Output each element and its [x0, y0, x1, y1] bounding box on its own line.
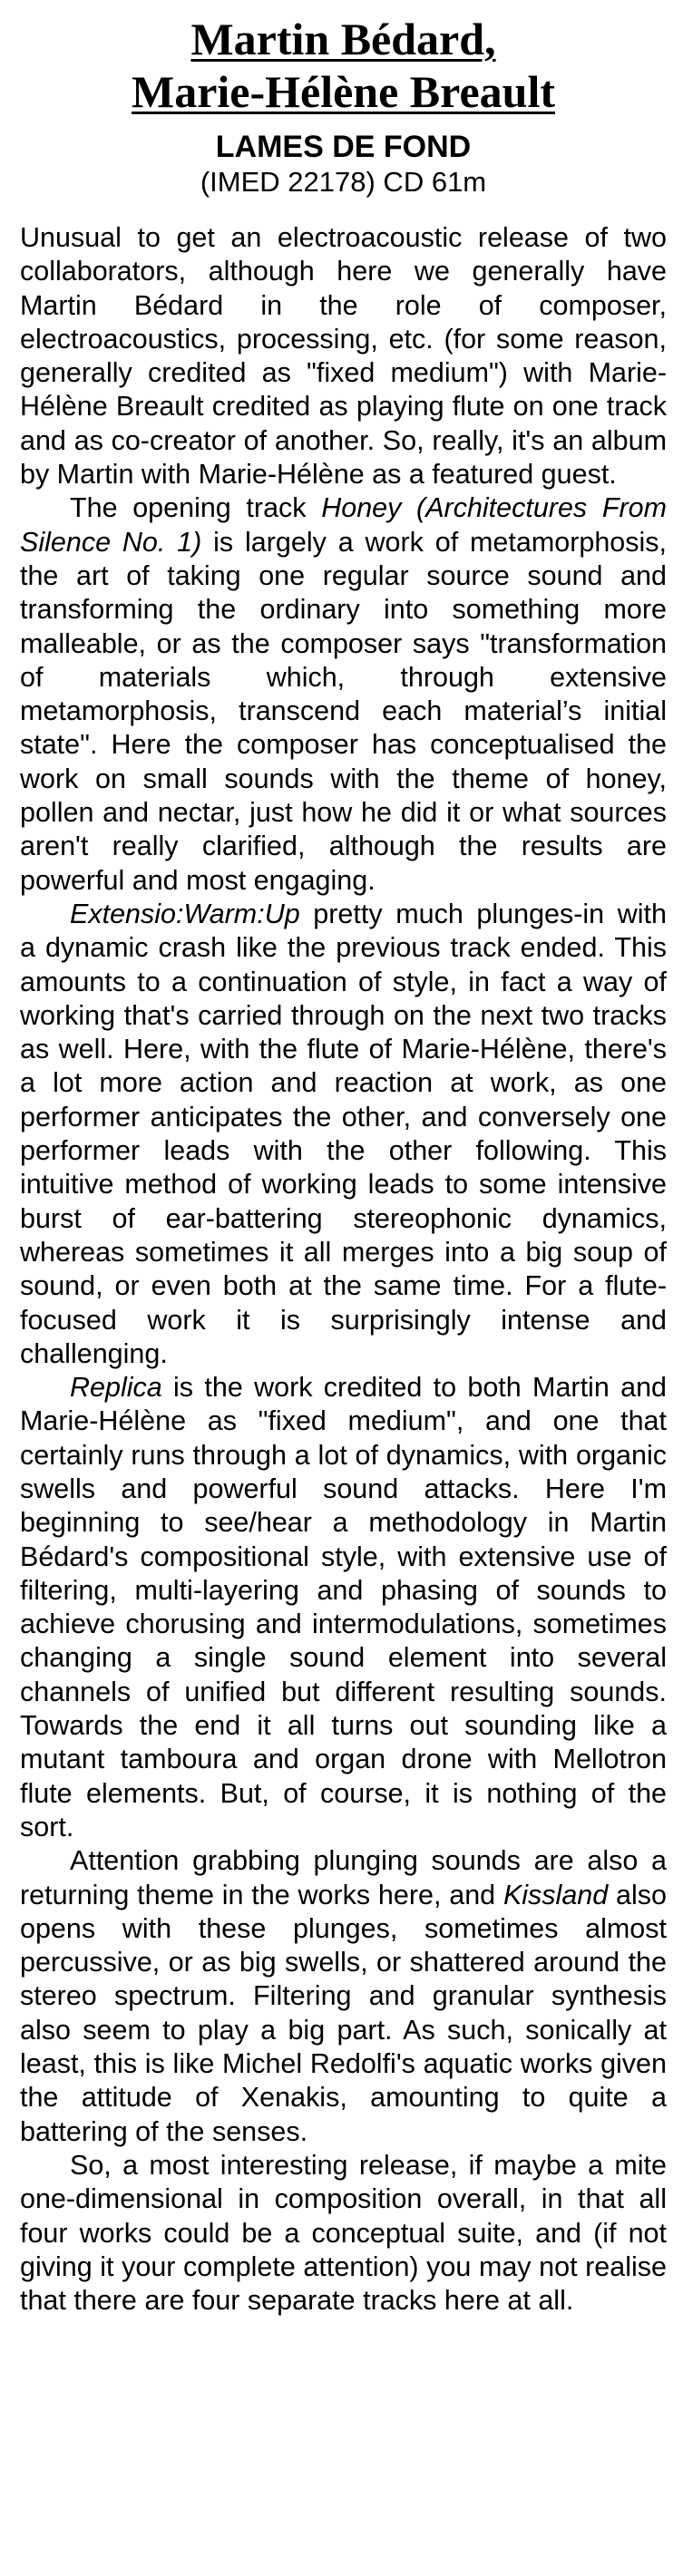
paragraph-text: is largely a work of metamorphosis, the art of taking one regular source sound and transforming the ordinary into something more malleable, or as the composer says "transformation of materials which, through extensive metamorphosis, transcend each material’s initial state". Here the composer has conceptualised the work on small sounds with the theme of honey, pollen and nectar, just how he did it or what sources aren't really clarified, although the results are powerful and most engaging. [20, 526, 667, 896]
review-body [20, 221, 667, 2318]
paragraph-text: is the work credited to both Martin and Marie-Hélène as "fixed medium", and one that certainly runs through a lot of dynamics, with organic swells and powerful sound attacks. Here I'm beginning to see/hear a methodology in Martin Bédard's compositional style, with extensive use of filtering, multi-layering and phasing of sounds to achieve chorusing and intermodulations, sometimes changing a single sound element into several channels of unified but different resulting sounds. Towards the end it all turns out sounding like a mutant tamboura and organ drone with Mellotron flute elements. But, of course, it is nothing of the sort. [20, 1372, 667, 1842]
artist-line-2: Marie-Hélène Breault [132, 66, 555, 117]
paragraph-extensio [20, 898, 667, 1371]
track-title-extensio: Extensio:Warm:Up [70, 898, 300, 929]
paragraph-kissland [20, 1844, 667, 2149]
paragraph-conclusion [20, 2149, 667, 2318]
paragraph-text: Unusual to get an electroacoustic release of two collaborators, although here we generally have Martin Bédard in the role of composer, electroacoustics, processing, etc. (for some reason, generally credited as "fixed medium") with Marie-Hélène Breault credited as playing flute on one track and as co-creator of another. So, really, it's an album by Martin with Marie-Hélène as a featured guest. [20, 222, 667, 491]
paragraph-text: pretty much plunges-in with a dynamic crash like the previous track ended. This amounts to a continuation of style, in fact a way of working that's carried through on the next two tracks as well. Here, with the flute of Marie-Hélène, there's a lot more action and reaction at work, as one performer anticipates the other, and conversely one performer leads with the other following. This intuitive method of working leads to some intensive burst of ear-battering stereophonic dynamics, whereas sometimes it all merges into a big soup of sound, or even both at the same time. For a flute-focused work it is surprisingly intense and challenging. [20, 898, 667, 1369]
track-title-replica: Replica [70, 1372, 162, 1404]
paragraph-lead: Attention grabbing plunging sounds are also a returning theme in the works here, and [20, 1845, 667, 1910]
paragraph-lead: The opening track [70, 492, 322, 524]
paragraph-text: also opens with these plunges, sometimes almost percussive, or as big swells, or shattered around the stereo spectrum. Filtering and granular synthesis also seem to play a big part. As such, sonically at least, this is like Michel Redolfi's aquatic works given the attitude of Xenakis, amounting to quite a battering of the senses. [20, 1879, 667, 2147]
track-title-kissland: Kissland [502, 1879, 609, 1910]
paragraph-replica [20, 1371, 667, 1844]
album-title: LAMES DE FOND [215, 130, 472, 164]
paragraph-text: So, a most interesting release, if maybe a mite one-dimensional in composition overall, in that all four works could be a conceptual suite, and (if not giving it your complete attention) you may not realise that there are four separate tracks here at all. [20, 2149, 667, 2317]
artist-line-1: Martin Bédard, [190, 14, 496, 64]
review-header [20, 13, 667, 199]
paragraph-intro [20, 221, 667, 491]
catalog-info: (IMED 22178) CD 61m [200, 166, 487, 198]
paragraph-honey [20, 491, 667, 898]
artist-names [20, 13, 667, 118]
track-title-honey: Honey (Architectures From Silence No. 1) [20, 492, 667, 558]
